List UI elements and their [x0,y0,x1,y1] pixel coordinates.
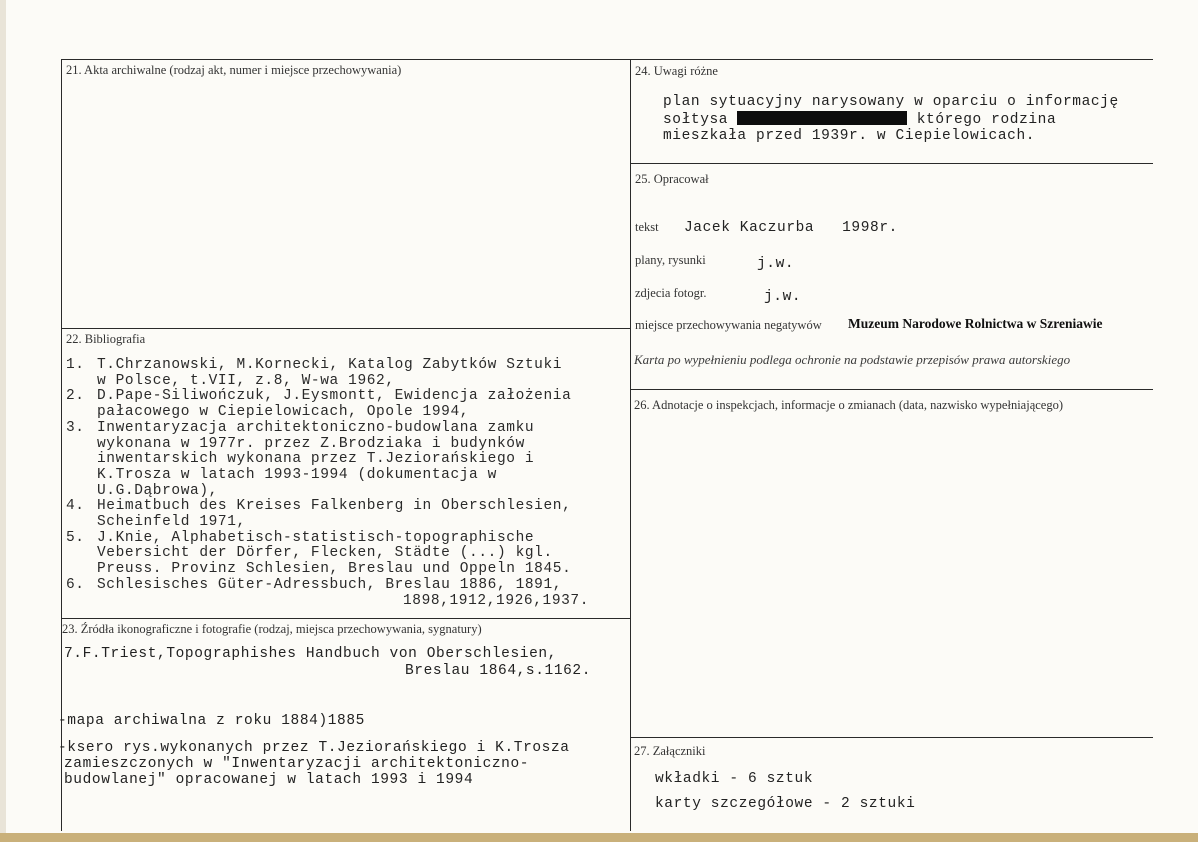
column-divider [630,59,631,831]
bibliography-item: 4. Heimatbuch des Kreises Falkenberg in Oberschlesien, Scheinfeld 1971, [66,498,572,531]
divider-25-26 [630,389,1153,390]
section-22-label: 22. Bibliografia [66,332,146,346]
section-24-label: 24. Uwagi różne [635,64,718,78]
xerox-note-line1: -ksero rys.wykonanych przez T.Jeziorańskiego i K.Trosza [58,740,570,756]
text-author-label: tekst [635,220,659,234]
attachments-inserts: wkładki - 6 sztuk [655,771,814,787]
remarks-line2: sołtysa którego rodzina [663,112,1057,128]
section-26-label: 26. Adnotacje o inspekcjach, informacje o zmianach (data, nazwisko wypełniającego) [634,398,1063,412]
redaction-bar [737,111,907,125]
photos-value: j.w. [764,289,802,305]
xerox-note-line3: budowlanej" opracowanej w latach 1993 i 1994 [64,772,474,788]
bibliography-item: 2. D.Pape-Siliwończuk, J.Eysmontt, Ewidencja założenia pałacowego w Ciepielowicach, Opole 1994, [66,388,572,421]
paper-edge-left [0,0,6,842]
text-author-value: Jacek Kaczurba 1998r. [684,220,898,236]
photos-label: zdjecia fotogr. [635,286,707,300]
remarks-line3: mieszkała przed 1939r. w Ciepielowicach. [663,128,1036,144]
section-21-label: 21. Akta archiwalne (rodzaj akt, numer i miejsce przechowywania) [66,63,402,77]
attachments-detail-cards: karty szczegółowe - 2 sztuki [655,796,916,812]
divider-26-27 [630,737,1153,738]
negatives-storage-label: miejsce przechowywania negatywów [635,318,822,332]
bibliography-item: 5. J.Knie, Alphabetisch-statistisch-topographische Vebersicht der Dörfer, Flecken, Städte (...) kgl. Preuss. Provinz Schlesien, Breslau und Oppeln 1845. [66,529,572,578]
bibliography-item: 1. T.Chrzanowski, M.Kornecki, Katalog Zabytków Sztuki w Polsce, t.VII, z.8, W-wa 1962, [66,357,563,389]
frame-top-line [61,59,1153,60]
divider-21-22 [61,328,631,329]
drawings-label: plany, rysunki [635,253,706,267]
iconography-entry-7-line2: Breslau 1864,s.1162. [405,663,592,679]
bibliography-item: 3. Inwentaryzacja architektoniczno-budowlana zamku wykonana w 1977r. przez Z.Brodziaka i budynków inwentarskich wykonana przez T.Jeziorańskiego i K.Trosza w latach 1993-1994 (dokumentacja w U.G.Dąbrowa), [66,419,535,499]
bibliography-list [66,358,589,609]
iconography-entry-7-line1: 7.F.Triest,Topographishes Handbuch von Oberschlesien, [64,646,557,662]
section-23-label: 23. Źródła ikonograficzne i fotografie (rodzaj, miejsca przechowywania, sygnatury) [62,622,482,636]
paper-edge-bottom [0,833,1198,842]
negatives-storage-value: Muzeum Narodowe Rolnictwa w Szreniawie [848,316,1103,331]
bibliography-item: 6. Schlesisches Güter-Adressbuch, Breslau 1886, 1891, 1898,1912,1926,1937. [66,576,590,609]
section-25-label: 25. Opracował [635,172,709,186]
archival-map-note: -mapa archiwalna z roku 1884)1885 [58,713,365,729]
copyright-notice: Karta po wypełnieniu podlega ochronie na podstawie przepisów prawa autorskiego [634,352,1071,367]
section-27-label: 27. Załączniki [634,744,706,758]
divider-24-25 [630,163,1153,164]
drawings-value: j.w. [757,256,795,272]
remarks-line1: plan sytuacyjny narysowany w oparciu o informację [663,94,1119,110]
divider-22-23 [61,618,631,619]
xerox-note-line2: zamieszczonych w "Inwentaryzacji architektoniczno- [64,756,530,772]
